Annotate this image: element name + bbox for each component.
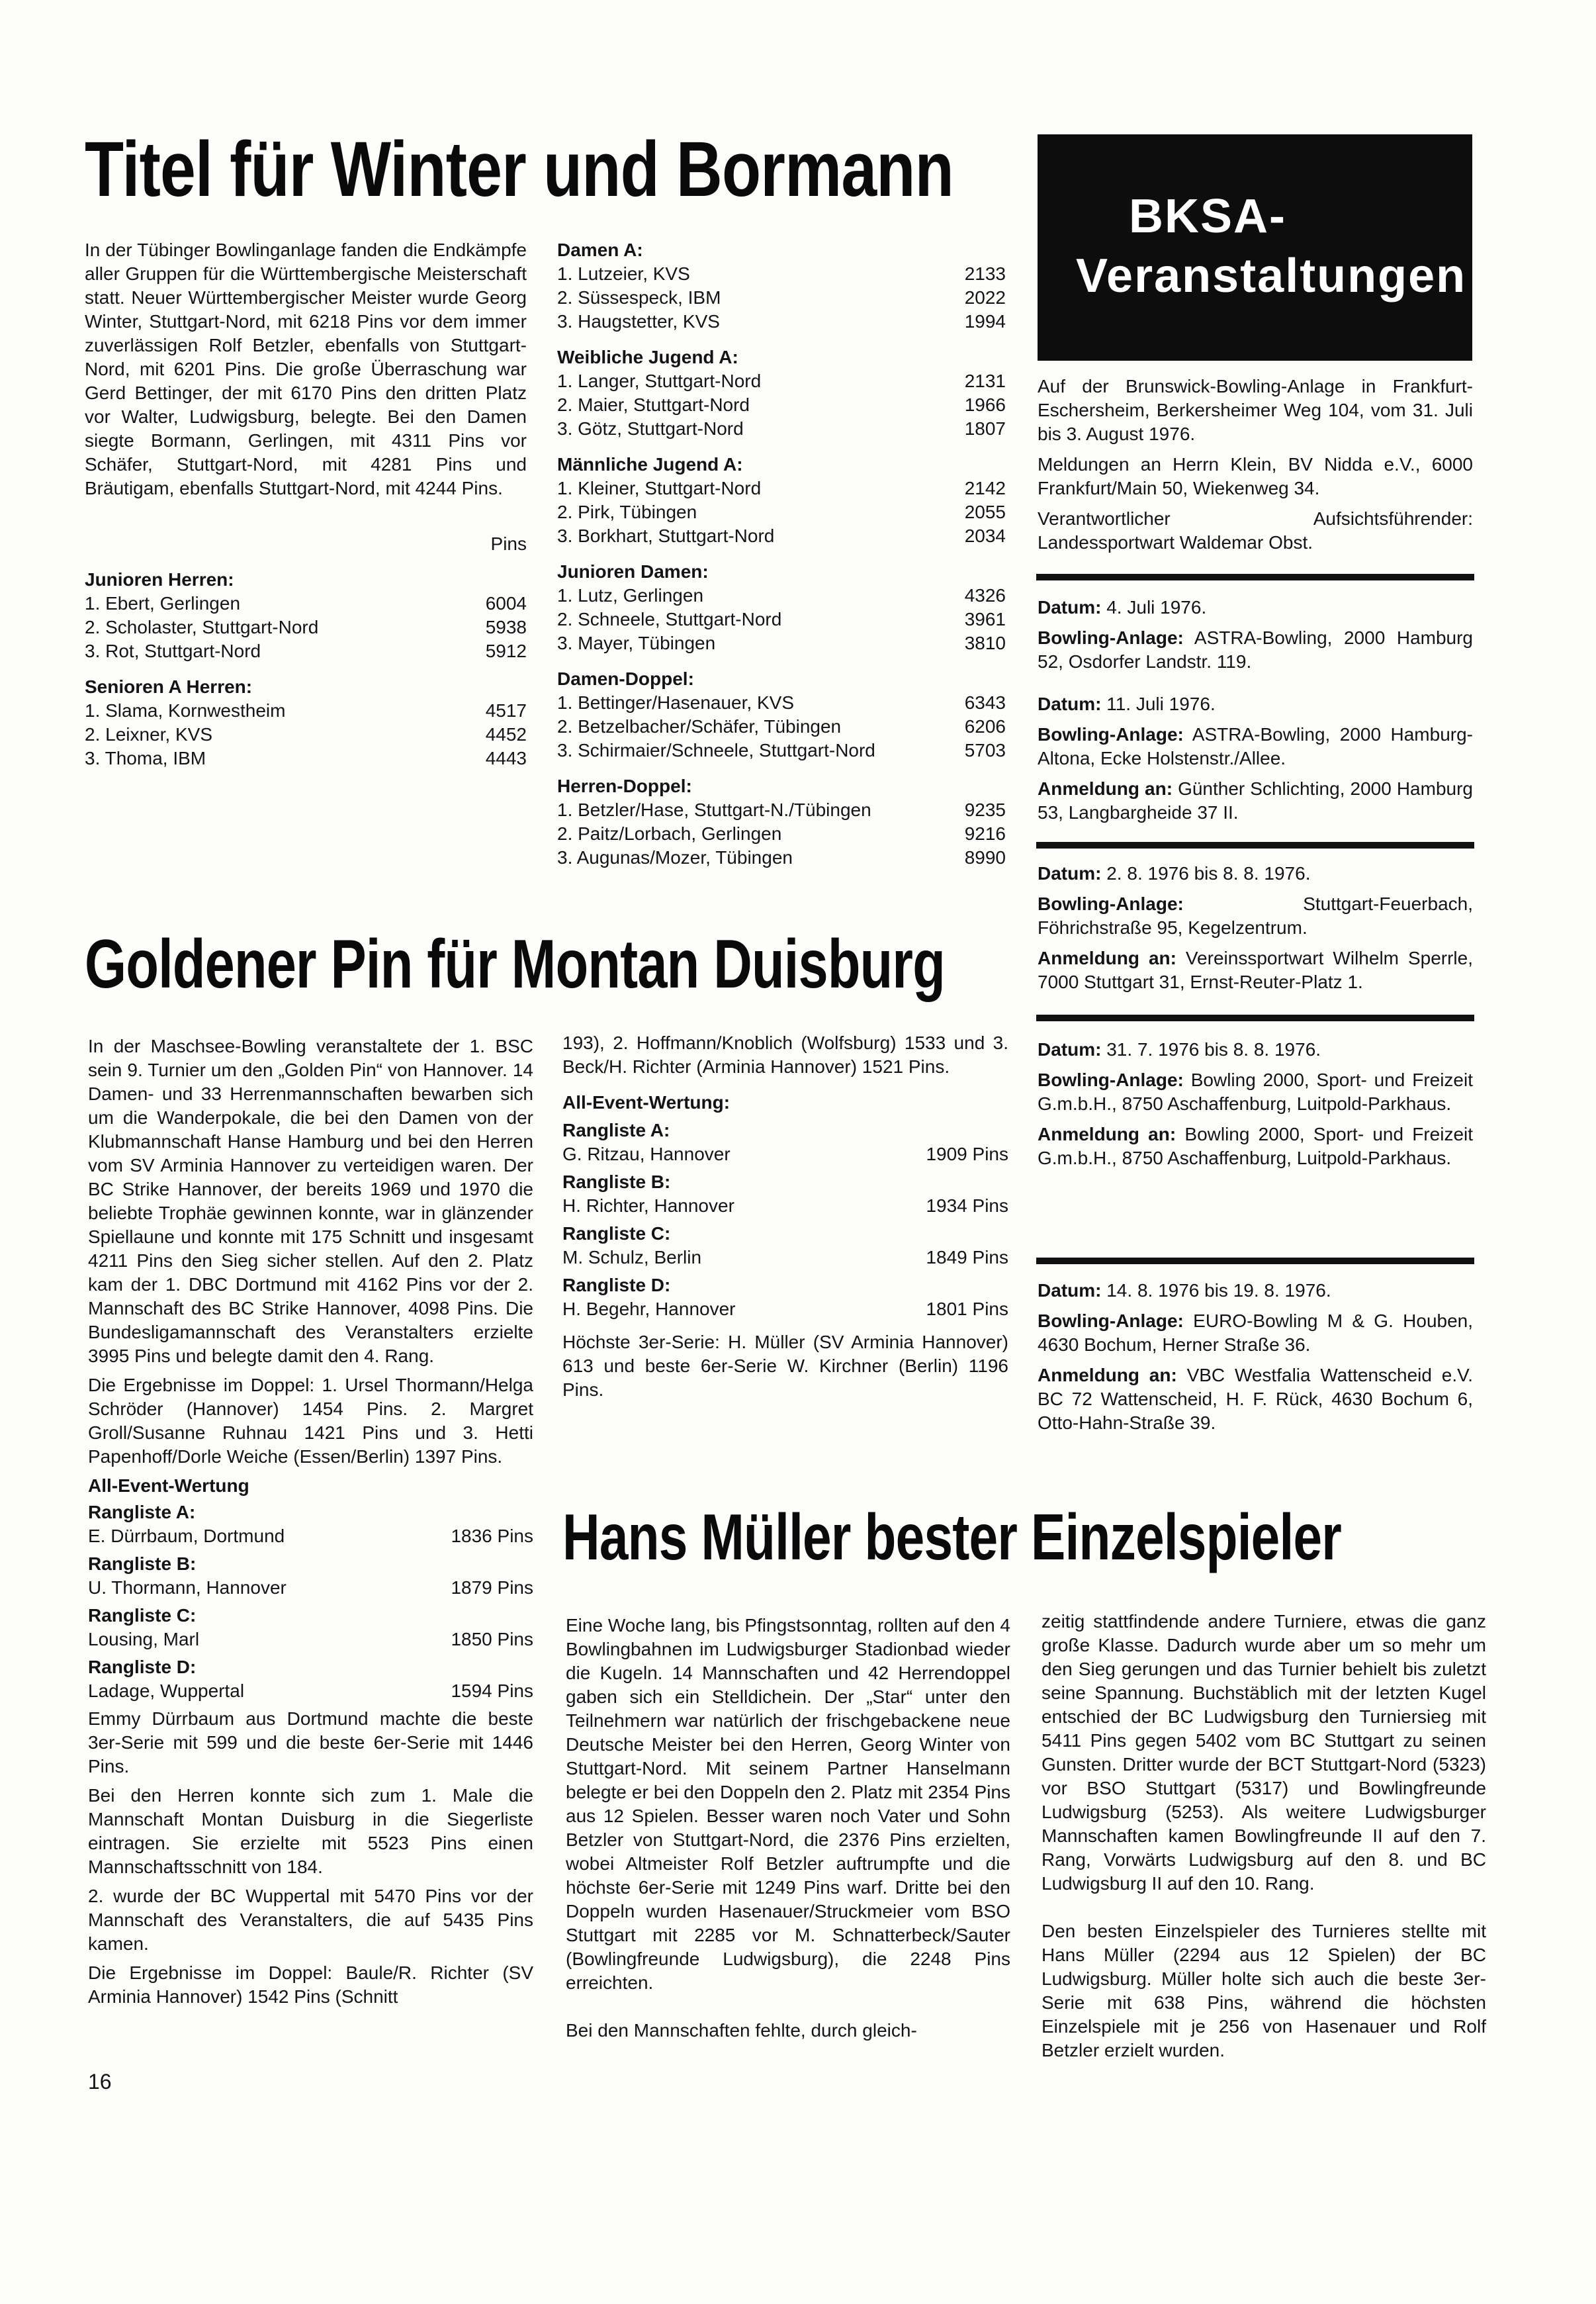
result-pins: 4443: [485, 748, 527, 768]
result-pins: 1807: [964, 418, 1006, 439]
rangliste-name: M. Schulz, Berlin: [562, 1247, 702, 1267]
event-label: Datum:: [1038, 1280, 1102, 1301]
result-row: [557, 584, 1006, 608]
event-text: VBC Westfalia Wattenscheid e.V. BC 72 Wattenscheid, H. F. Rück, 4630 Bochum 6, Otto-Hahn-Straße 39.: [1038, 1365, 1474, 1433]
article1-headline: Titel für Winter und Bormann: [85, 126, 953, 213]
event-item: [1038, 946, 1473, 994]
event-text: Vereinssportwart Wilhelm Sperrle, 7000 Stuttgart 31, Ernst-Reuter-Platz 1.: [1038, 948, 1473, 992]
article3-col2: [1042, 1610, 1486, 2068]
event-text: 31. 7. 1976 bis 8. 8. 1976.: [1106, 1039, 1321, 1060]
result-row: [557, 369, 1006, 393]
bksa-title-box: [1038, 134, 1472, 361]
event-text: Günther Schlichting, 2000 Hamburg 53, Langbargheide 37 II.: [1038, 778, 1473, 823]
result-row: [557, 798, 1006, 822]
event-label: Bowling-Anlage:: [1038, 894, 1184, 914]
rangliste-row: [88, 1576, 533, 1600]
sidebar-intro-p1: Auf der Brunswick-Bowling-Anlage in Frankfurt-Eschersheim, Berkersheimer Weg 104, vom 31. Juli bis 3. August 1976.: [1038, 376, 1473, 444]
event-item: [1038, 1363, 1473, 1435]
result-name: 3. Augunas/Mozer, Tübingen: [557, 847, 793, 868]
event-label: Bowling-Anlage:: [1038, 1070, 1184, 1090]
event-text: EURO-Bowling M & G. Houben, 4630 Bochum, Herner Straße 36.: [1038, 1311, 1474, 1355]
rangliste-name: Lousing, Marl: [88, 1629, 200, 1649]
result-pins: 3810: [964, 633, 1006, 653]
result-row: [557, 477, 1006, 500]
result-pins: 2055: [964, 502, 1006, 522]
result-pins: 5703: [964, 740, 1006, 760]
result-row: [557, 631, 1006, 655]
result-row: [85, 616, 527, 639]
sidebar-intro: [1038, 375, 1473, 561]
paragraph: 2. wurde der BC Wuppertal mit 5470 Pins vor der Mannschaft des Veranstalters, die auf 5435 Pins kamen.: [88, 1886, 533, 1954]
result-name: 3. Götz, Stuttgart-Nord: [557, 418, 744, 439]
rangliste-title: Rangliste B:: [562, 1172, 671, 1192]
result-row: [557, 500, 1006, 524]
spacer: [557, 762, 1006, 774]
rangliste-row: [88, 1628, 533, 1651]
event-item: [1038, 723, 1473, 770]
event-text: ASTRA-Bowling, 2000 Hamburg-Altona, Ecke Holstenstr./Allee.: [1038, 724, 1474, 768]
result-name: 1. Lutzeier, KVS: [557, 263, 690, 284]
article1-intro: In der Tübinger Bowlinganlage fanden die Endkämpfe aller Gruppen für die Württembergische Meisterschaft statt. Neuer Württembergischer Meister wurde Georg Winter, Stuttgart-Nord, mit 6218 Pins vor dem immer zuverlässigen Rolf Betzler, ebenfalls von Stuttgart-Nord, mit 6201 Pins. Die große Überraschung war Gerd Bettinger, der mit 6170 Pins den dritten Platz vor Walter, Ludwigsburg, belegte. Bei den Damen siegte Bormann, Gerlingen, mit 4311 Pins vor Schäfer, Stuttgart-Nord, mit 4281 Pins und Bräutigam, ebenfalls Stuttgart-Nord, mit 4244 Pins.: [85, 240, 527, 498]
result-pins: 1994: [964, 311, 1006, 332]
result-row: [85, 747, 527, 770]
result-row: [557, 846, 1006, 870]
result-pins: 2034: [964, 526, 1006, 546]
spacer: [557, 548, 1006, 560]
result-row: [85, 699, 527, 723]
article3-headline: Hans Müller bester Einzelspieler: [562, 1500, 1341, 1573]
event-label: Bowling-Anlage:: [1038, 627, 1184, 648]
sidebar-intro-p3: Verantwortlicher Aufsichtsführender: Landessportwart Waldemar Obst.: [1038, 508, 1473, 553]
rangliste-name: Ladage, Wuppertal: [88, 1681, 245, 1701]
rangliste-pins: 1909 Pins: [926, 1144, 1008, 1164]
result-row: [85, 592, 527, 616]
result-name: 1. Betzler/Hase, Stuttgart-N./Tübingen: [557, 800, 871, 820]
spacer: [557, 655, 1006, 667]
rangliste-pins: 1850 Pins: [451, 1629, 533, 1649]
result-pins: 9216: [964, 823, 1006, 844]
divider: [1036, 842, 1474, 849]
result-name: 1. Bettinger/Hasenauer, KVS: [557, 692, 794, 713]
result-name: 1. Slama, Kornwestheim: [85, 700, 286, 721]
result-pins: 9235: [964, 800, 1006, 820]
article2-headline: Goldener Pin für Montan Duisburg: [85, 926, 945, 1003]
rangliste-pins: 1801 Pins: [926, 1299, 1008, 1319]
result-name: 2. Maier, Stuttgart-Nord: [557, 394, 750, 415]
rangliste-title: Rangliste D:: [88, 1657, 197, 1677]
rangliste-name: U. Thormann, Hannover: [88, 1577, 287, 1598]
divider: [1036, 1258, 1474, 1264]
result-name: 1. Ebert, Gerlingen: [85, 593, 241, 614]
result-name: 2. Betzelbacher/Schäfer, Tübingen: [557, 716, 842, 737]
paragraph: Die Ergebnisse im Doppel: Baule/R. Richter (SV Arminia Hannover) 1542 Pins (Schnitt: [88, 1962, 533, 2007]
event-block-4: [1038, 1279, 1473, 1442]
article3-col1-p1: Eine Woche lang, bis Pfingstsonntag, rollten auf den 4 Bowlingbahnen im Ludwigsburger Stadionbad wieder die Kugeln. 14 Mannschaften und 42 Herrendoppel gaben sich ein Stelldichein. Der „Star“ unter den Teilnehmern war natürlich der frischgebackene neue Deutsche Meister bei den Herren, Georg Winter von Stuttgart-Nord. Mit seinem Partner Hanselmann belegte er bei den Doppeln den 2. Platz mit 2354 Pins aus 12 Spielen. Besser waren noch Vater und Sohn Betzler von Stuttgart-Nord, die 2376 Pins erzielten, wobei Altmeister Rolf Betzler auftrumpfte und die höchste 6er-Serie mit 1249 Pins warf. Dritte bei den Doppeln wurden Hasenauer/Struckmeier vom BSO Stuttgart mit 2285 vor M. Schnatterbeck/Sauter (Bowlingfreunde Ludwigsburg), die 2248 Pins erreichten.: [566, 1615, 1010, 1993]
result-name: 3. Thoma, IBM: [85, 748, 206, 768]
event-item: [1038, 892, 1473, 940]
result-pins: 5938: [485, 617, 527, 637]
group-title: Damen A:: [557, 240, 643, 260]
result-name: 3. Mayer, Tübingen: [557, 633, 716, 653]
event-item: [1038, 1279, 1473, 1303]
event-label: Datum:: [1038, 597, 1102, 618]
event-item: [1038, 1038, 1473, 1062]
rangliste-name: H. Begehr, Hannover: [562, 1299, 736, 1319]
rangliste-row: [562, 1194, 1008, 1218]
rangliste-title: Rangliste C:: [562, 1223, 671, 1244]
article2-col2-after: Höchste 3er-Serie: H. Müller (SV Arminia Hannover) 613 und beste 6er-Serie W. Kirchner (Berlin) 1196 Pins.: [562, 1332, 1008, 1400]
event-item: [1038, 626, 1473, 674]
rangliste-row: [88, 1524, 533, 1548]
event-item: [1038, 1068, 1473, 1116]
event-text: Bowling 2000, Sport- und Freizeit G.m.b.H., 8750 Aschaffenburg, Luitpold-Parkhaus.: [1038, 1124, 1474, 1168]
paragraph: Emmy Dürrbaum aus Dortmund machte die beste 3er-Serie mit 599 und die beste 6er-Serie mit 1446 Pins.: [88, 1708, 533, 1776]
group-title: Herren-Doppel:: [557, 776, 692, 796]
result-name: 1. Langer, Stuttgart-Nord: [557, 371, 762, 391]
group-title: Damen-Doppel:: [557, 668, 694, 689]
allevent-title: All-Event-Wertung: [88, 1475, 249, 1496]
group-title: Weibliche Jugend A:: [557, 347, 738, 367]
article1-col1: [85, 238, 527, 770]
event-text: 14. 8. 1976 bis 19. 8. 1976.: [1106, 1280, 1331, 1301]
event-label: Anmeldung an:: [1038, 778, 1173, 799]
rangliste-name: H. Richter, Hannover: [562, 1195, 734, 1216]
sidebar-intro-p2: Meldungen an Herrn Klein, BV Nidda e.V., 6000 Frankfurt/Main 50, Wiekenweg 34.: [1038, 454, 1473, 498]
rangliste-title: Rangliste A:: [88, 1502, 196, 1522]
result-row: [557, 608, 1006, 631]
article3-col2-p2: Den besten Einzelspieler des Turnieres stellte mit Hans Müller (2294 aus 12 Spielen) der BC Ludwigsburg. Müller holte sich auch die beste 3er-Serie mit 638 Pins, während die höchsten Einzelspiele mit je 256 von Hasenauer und Rolf Betzler erzielt wurden.: [1042, 1921, 1486, 2060]
results-list-right: [557, 238, 1006, 870]
article2-col1: [88, 1035, 533, 2094]
spacer: [557, 334, 1006, 346]
result-name: 3. Rot, Stuttgart-Nord: [85, 641, 261, 661]
spacer: [557, 441, 1006, 453]
divider: [1036, 574, 1474, 580]
result-pins: 4326: [964, 585, 1006, 606]
rangliste-pins: 1934 Pins: [926, 1195, 1008, 1216]
rangliste-row: [562, 1142, 1008, 1166]
result-pins: 5912: [485, 641, 527, 661]
event-item: [1038, 862, 1473, 886]
rangliste-name: E. Dürrbaum, Dortmund: [88, 1526, 285, 1546]
result-row: [557, 417, 1006, 441]
event-text: Bowling 2000, Sport- und Freizeit G.m.b.H., 8750 Aschaffenburg, Luitpold-Parkhaus.: [1038, 1070, 1474, 1114]
paragraph: Die Ergebnisse im Doppel: 1. Ursel Thormann/Helga Schröder (Hannover) 1454 Pins. 2. Margret Groll/Susanne Ruhnau 1421 Pins und 3. Hetti Papenhoff/Dorle Weiche (Essen/Berlin) 1397 Pins.: [88, 1375, 533, 1467]
result-pins: 2022: [964, 287, 1006, 308]
bksa-title-line2: Veranstaltungen: [1076, 250, 1467, 302]
event-label: Anmeldung an:: [1038, 1124, 1176, 1144]
event-block-1: [1038, 596, 1473, 831]
group-title: Junioren Damen:: [557, 561, 709, 582]
result-pins: 2142: [964, 478, 1006, 498]
paragraph: In der Maschsee-Bowling veranstaltete der 1. BSC sein 9. Turnier um den „Golden Pin“ von Hannover. 14 Damen- und 33 Herrenmannschaften bewarben sich um die Wanderpokale, die bei den Damen von der Klubmannschaft Hanse Hamburg und bei den Herren vom SV Arminia Hannover zu verteidigen waren. Der BC Strike Hannover, der bereits 1969 und 1970 die beliebte Trophäe gewinnen konnte, war in glänzender Spiellaune und konnte mit 175 Schnitt und insgesamt 4211 Pins den Sieg sicher stellen. Auf den 2. Platz kam der 1. DBC Dortmund mit 4162 Pins vor der 2. Mannschaft des BC Strike Hannover, 4098 Pins. Die Bundesligamannschaft des Veranstalters erzielte 3995 Pins und belegte damit den 4. Rang.: [88, 1036, 533, 1366]
event-label: Datum:: [1038, 863, 1102, 884]
result-name: 2. Süssespeck, IBM: [557, 287, 721, 308]
article3-col2-p1: zeitig stattfindende andere Turniere, etwas die ganz große Klasse. Dadurch wurde aber um so mehr um den Sieg gerungen und das Turnier behielt bis zuletzt seine Spannung. Buchstäblich mit der letzten Kugel entschied der BC Ludwigsburg den Turniersieg mit 5411 Pins gegen 5402 vom BC Stuttgart zu seinen Gunsten. Dritter wurde der BCT Stuttgart-Nord (5323) vor BSO Stuttgart (5317) und Bowlingfreunde Ludwigsburg (5253). Als weitere Ludwigsburger Mannschaften kamen Bowlingfreunde II auf den 7. Rang, Vorwärts Ludwigsburg auf den 8. und BC Ludwigsburg II auf den 10. Rang.: [1042, 1611, 1486, 1894]
rangliste-pins: 1594 Pins: [451, 1681, 533, 1701]
result-pins: 2133: [964, 263, 1006, 284]
article3-col1-p2: Bei den Mannschaften fehlte, durch gleich-: [566, 2020, 917, 2041]
paragraph: Bei den Herren konnte sich zum 1. Male die Mannschaft Montan Duisburg in die Siegerliste eintragen. Sie erzielte mit 5523 Pins einen Mannschaftsschnitt von 184.: [88, 1785, 533, 1877]
results-list-left: [85, 568, 527, 770]
pins-header: Pins: [490, 533, 527, 554]
event-block-3: [1038, 1038, 1473, 1177]
result-row: [85, 723, 527, 747]
result-pins: 6206: [964, 716, 1006, 737]
result-pins: 2131: [964, 371, 1006, 391]
rangliste-row: [562, 1297, 1008, 1321]
result-name: 3. Borkhart, Stuttgart-Nord: [557, 526, 775, 546]
result-row: [557, 286, 1006, 310]
event-item: [1038, 777, 1473, 825]
result-name: 2. Paitz/Lorbach, Gerlingen: [557, 823, 782, 844]
event-label: Anmeldung an:: [1038, 1365, 1177, 1385]
rangliste-title: Rangliste B:: [88, 1553, 197, 1574]
event-text: Stuttgart-Feuerbach, Föhrichstraße 95, Kegelzentrum.: [1038, 894, 1473, 938]
result-row: [557, 393, 1006, 417]
result-row: [557, 262, 1006, 286]
article1-col2: [557, 238, 1006, 870]
rangliste-name: G. Ritzau, Hannover: [562, 1144, 731, 1164]
rangliste-title: Rangliste D:: [562, 1275, 671, 1295]
rangliste-title: Rangliste C:: [88, 1605, 197, 1626]
result-row: [557, 310, 1006, 334]
result-pins: 1966: [964, 394, 1006, 415]
event-text: 2. 8. 1976 bis 8. 8. 1976.: [1106, 863, 1311, 884]
article2-col2: [562, 1031, 1008, 1407]
event-text: 11. Juli 1976.: [1106, 694, 1216, 714]
event-label: Datum:: [1038, 1039, 1102, 1060]
result-pins: 4517: [485, 700, 527, 721]
result-row: [557, 524, 1006, 548]
rangliste-row: [562, 1246, 1008, 1269]
event-item: [1038, 692, 1473, 716]
result-row: [85, 639, 527, 663]
result-pins: 3961: [964, 609, 1006, 629]
rangliste-title: Rangliste A:: [562, 1120, 670, 1140]
event-block-2: [1038, 862, 1473, 1001]
result-name: 2. Leixner, KVS: [85, 724, 213, 745]
spacer: [85, 663, 527, 675]
rangliste-row: [88, 1679, 533, 1703]
group-title: Senioren A Herren:: [85, 676, 253, 697]
event-label: Anmeldung an:: [1038, 948, 1176, 968]
result-row: [557, 822, 1006, 846]
result-name: 2. Scholaster, Stuttgart-Nord: [85, 617, 319, 637]
result-name: 3. Schirmaier/Schneele, Stuttgart-Nord: [557, 740, 875, 760]
article2-col2-intro: 193), 2. Hoffmann/Knoblich (Wolfsburg) 1533 und 3. Beck/H. Richter (Arminia Hannover) 1521 Pins.: [562, 1033, 1008, 1077]
rangliste-pins: 1836 Pins: [451, 1526, 533, 1546]
result-pins: 6343: [964, 692, 1006, 713]
group-title: Junioren Herren:: [85, 569, 234, 590]
group-title: Männliche Jugend A:: [557, 454, 743, 475]
result-pins: 8990: [964, 847, 1006, 868]
event-text: 4. Juli 1976.: [1106, 597, 1207, 618]
event-item: [1038, 596, 1473, 620]
bksa-title-line1: BKSA-: [1129, 190, 1286, 243]
event-label: Datum:: [1038, 694, 1102, 714]
page-number: 16: [88, 2070, 112, 2094]
event-label: Bowling-Anlage:: [1038, 724, 1184, 745]
result-name: 1. Kleiner, Stuttgart-Nord: [557, 478, 762, 498]
rangliste-pins: 1879 Pins: [451, 1577, 533, 1598]
event-item: [1038, 1309, 1473, 1357]
result-name: 1. Lutz, Gerlingen: [557, 585, 704, 606]
result-name: 2. Pirk, Tübingen: [557, 502, 697, 522]
rangliste-pins: 1849 Pins: [926, 1247, 1008, 1267]
result-name: 2. Schneele, Stuttgart-Nord: [557, 609, 782, 629]
result-row: [557, 715, 1006, 739]
event-item: [1038, 1123, 1473, 1170]
result-pins: 4452: [485, 724, 527, 745]
result-name: 3. Haugstetter, KVS: [557, 311, 720, 332]
result-pins: 6004: [485, 593, 527, 614]
divider: [1036, 1015, 1474, 1021]
event-label: Bowling-Anlage:: [1038, 1311, 1184, 1331]
allevent-title-2: All-Event-Wertung:: [562, 1092, 731, 1113]
result-row: [557, 739, 1006, 762]
event-text: ASTRA-Bowling, 2000 Hamburg 52, Osdorfer Landstr. 119.: [1038, 627, 1474, 672]
article3-col1: [566, 1614, 1010, 2048]
result-row: [557, 691, 1006, 715]
